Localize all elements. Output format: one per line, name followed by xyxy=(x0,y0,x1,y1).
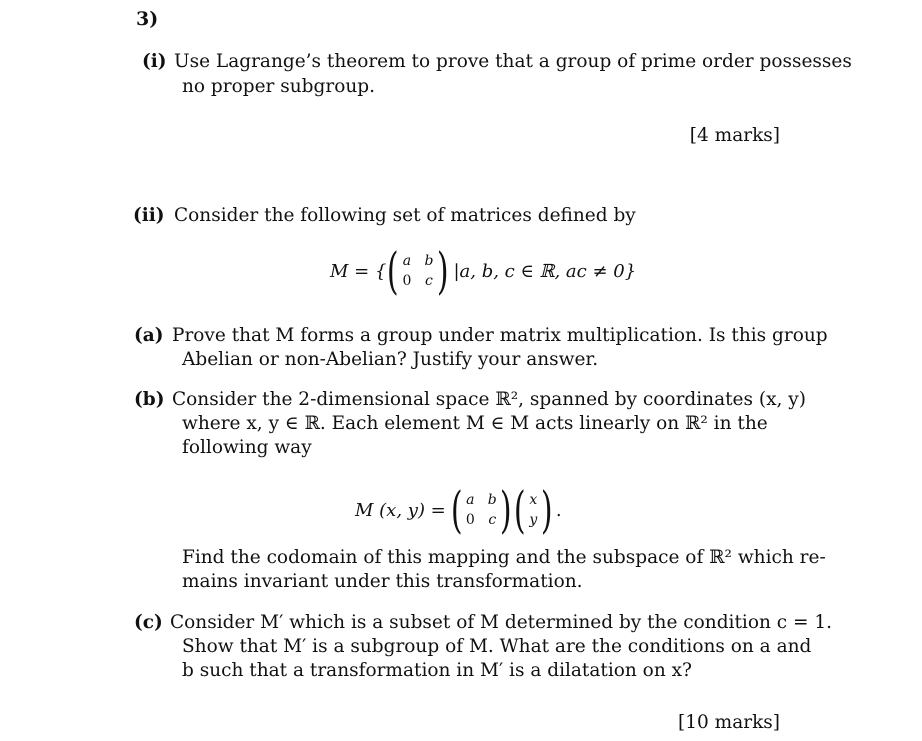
part-i-line1: Use Lagrange’s theorem to prove that a group of prime order possesses xyxy=(174,51,852,72)
part-i-label: (i) xyxy=(142,51,167,72)
transform-equation xyxy=(355,481,562,539)
matrix-entry: a xyxy=(402,253,412,269)
part-b-label: (b) xyxy=(134,389,165,410)
part-a-line1: Prove that M forms a group under matrix multiplication. Is this group xyxy=(172,325,828,346)
right-paren: ) xyxy=(500,481,512,539)
matrix-entry: c xyxy=(488,512,497,528)
part-a-label: (a) xyxy=(134,325,164,346)
question-number: 3) xyxy=(136,8,159,30)
set-lhs: M = { xyxy=(330,260,387,282)
part-c-line3: b such that a transformation in M′ is a dilatation on x? xyxy=(182,660,692,681)
matrix-entry: b xyxy=(424,253,434,269)
matrix-entry: 0 xyxy=(402,273,412,289)
set-condition: |a, b, c ∈ ℝ, ac ≠ 0} xyxy=(453,260,637,282)
part-b-line4: Find the codomain of this mapping and the subspace of ℝ² which re- xyxy=(182,547,826,568)
equation-end: . xyxy=(555,499,562,521)
set-matrix xyxy=(400,252,436,290)
matrix-entry: c xyxy=(425,273,433,289)
part-c-label: (c) xyxy=(134,612,163,633)
part-i-line2: no proper subgroup. xyxy=(182,76,375,97)
part-ii-marks: [10 marks] xyxy=(678,712,780,733)
part-c-line1: Consider M′ which is a subset of M determined by the condition c = 1. xyxy=(170,612,833,633)
part-a-line2: Abelian or non-Abelian? Justify your answer. xyxy=(182,349,599,370)
left-paren: ( xyxy=(513,481,526,539)
set-definition xyxy=(330,242,637,300)
part-b-line3: following way xyxy=(182,437,312,458)
equation-matrix xyxy=(463,491,499,529)
part-c-line2: Show that M′ is a subgroup of M. What are the conditions on a and xyxy=(182,636,812,657)
equation-lhs: M (x, y) = xyxy=(355,499,446,521)
matrix-entry: 0 xyxy=(465,512,475,528)
part-i-marks: [4 marks] xyxy=(689,125,780,146)
left-paren: ( xyxy=(387,242,400,300)
vector-entry: y xyxy=(529,512,538,528)
right-paren: ) xyxy=(541,481,553,539)
vector-entry: x xyxy=(529,492,538,508)
matrix-entry: a xyxy=(466,492,475,508)
part-b-line5: mains invariant under this transformation. xyxy=(182,571,583,592)
equation-vector xyxy=(526,491,540,529)
part-ii-label: (ii) xyxy=(133,205,165,226)
right-paren: ) xyxy=(436,242,449,300)
part-ii-intro: Consider the following set of matrices defined by xyxy=(174,205,636,226)
part-b-line2: where x, y ∈ ℝ. Each element M ∈ M acts linearly on ℝ² in the xyxy=(182,413,768,434)
part-b-line1: Consider the 2-dimensional space ℝ², spanned by coordinates (x, y) xyxy=(172,389,806,410)
left-paren: ( xyxy=(450,481,463,539)
matrix-entry: b xyxy=(487,492,497,508)
